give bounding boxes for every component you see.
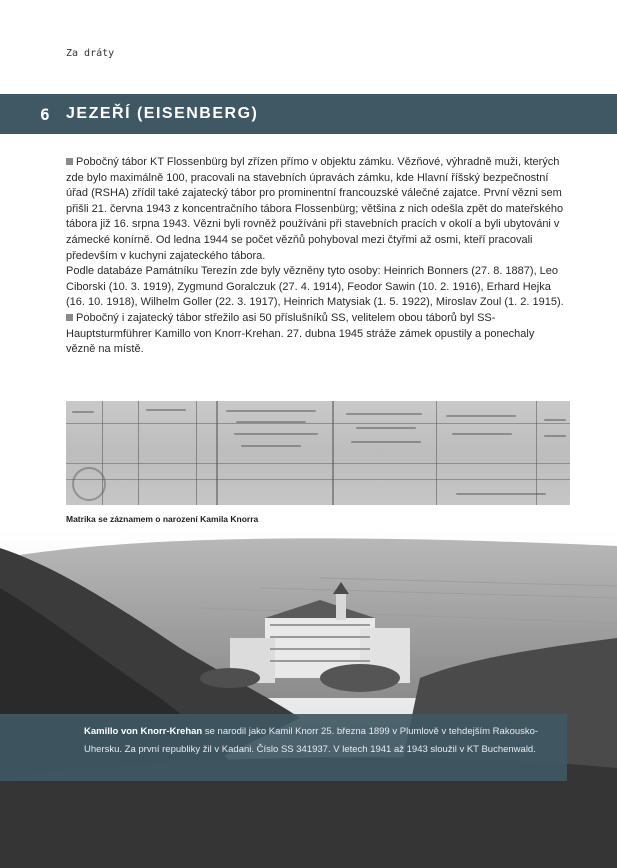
chapter-title: JEZEŘÍ (EISENBERG): [66, 105, 259, 122]
profile-name: Kamillo von Knorr-Krehan: [84, 726, 203, 737]
paragraph-3: Pobočný i zajatecký tábor střežilo asi 50 příslušníků SS, velitelem obou táborů byl SS-Hauptsturmführer Kamillo von Knorr-Krehan. 27. dubna 1945 stráže zámek opustily a ponechaly vězně na místě.: [66, 311, 535, 356]
running-head: Za dráty: [66, 48, 115, 59]
document-caption: Matrika se záznamem o narození Kamila Knorra: [66, 514, 259, 524]
paragraph-2: Podle databáze Památníku Terezín zde byly vězněny tyto osoby: Heinrich Bonners (27. 8. 1887), Leo Ciborski (10. 3. 1919), Zygmund Goralczuk (27. 4. 1914), Feodor Sawin (10. 2. 1916), Erhard Hejka (16. 10. 1918), Wilhelm Goller (22. 3. 1917), Heinrich Matysiak (1. 5. 1922), Miroslav Zoul (1. 2. 1915).: [66, 265, 564, 309]
profile-description: se narodil jako Kamil Knorr 25. března 1899 v Plumlově v tehdejším Rakousko-Uhersku. Za první republiky žil v Kadani. Číslo SS 341937. V letech 1941 až 1943 sloužil v KT Buchenwald.: [84, 726, 539, 755]
castle-landscape-photo: [0, 528, 617, 868]
stamp-seal-icon: [72, 467, 106, 501]
chapter-number: 6: [40, 104, 50, 124]
square-bullet-icon: [66, 314, 73, 321]
square-bullet-icon: [66, 158, 73, 165]
paragraph-1: Pobočný tábor KT Flossenbürg byl zřízen přímo v objektu zámku. Vězňové, výhradně muži, kterých zde bylo maximálně 100, pracovali na stavebních úpravách zámku, kde Hlavní říšský bezpečnostní úřad (RSHA) zřídil také zajatecký tábor pro prominentní francouzské válečné zajatce. První vězni sem přišli 21. června 1943 z koncentračního tábora Flossenbürg; většina z nich odešla zpět do mateřského tábora již 16. srpna 1943. Vězni byli rovněž používáni při stavebních pracích v okolí a byli ubytováni v zámecké konírně. Od ledna 1944 se počet vězňů pohyboval mezi čtyřmi až osmi, kteří pracovali především v kuchyni zajateckého tábora.: [66, 156, 564, 262]
birth-register-photo: [66, 401, 570, 505]
profile-text: [84, 723, 554, 759]
body-text: [66, 155, 566, 358]
chapter-heading-bar: [0, 94, 617, 134]
